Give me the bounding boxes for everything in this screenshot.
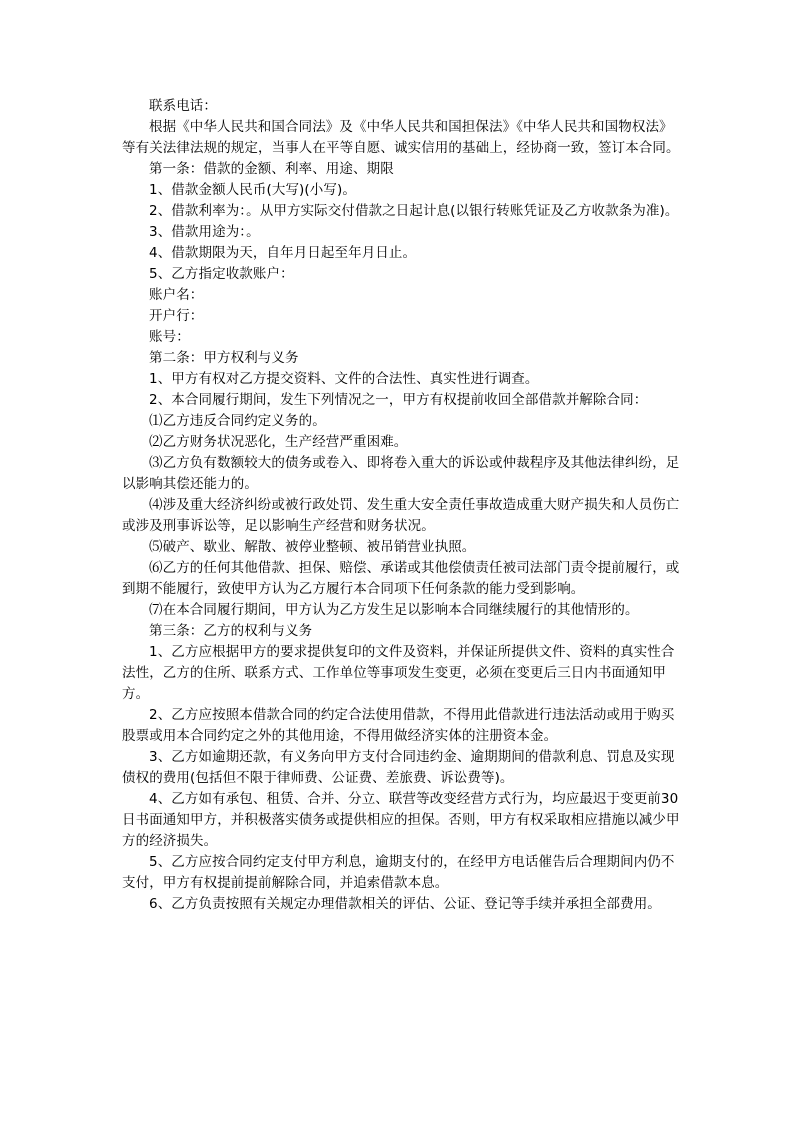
article-two-item-1: 1、甲方有权对乙方提交资料、文件的合法性、真实性进行调查。 bbox=[149, 371, 539, 387]
article-one-item-2: 2、借款利率为：。从甲方实际交付借款之日起计息(以银行转账凭证及乙方收款条为准)。 bbox=[149, 203, 679, 219]
preamble-paragraph: 根据《中华人民共和国合同法》及《中华人民共和国担保法》《中华人民共和国物权法》等有关法律法规的规定，当事人在平等自愿、诚实信用的基础上，经协商一致，签订本合同。 bbox=[122, 119, 680, 156]
account-name-line: 账户名： bbox=[149, 287, 204, 303]
article-three-item-4: 4、乙方如有承包、租赁、合并、分立、联营等改变经营方式行为，均应最迟于变更前30日书面通知甲方，并积极落实债务或提供相应的担保。否则，甲方有权采取相应措施以减少甲方的经济损失。 bbox=[122, 791, 680, 849]
contract-body bbox=[122, 96, 684, 915]
bank-line: 开户行： bbox=[149, 308, 204, 324]
article-three-heading: 第三条：乙方的权利与义务 bbox=[149, 623, 313, 639]
article-two-sub-3: ⑶乙方负有数额较大的债务或卷入、即将卷入重大的诉讼或仲裁程序及其他法律纠纷，足以影响其偿还能力的。 bbox=[122, 455, 680, 492]
contact-phone-line: 联系电话： bbox=[149, 98, 217, 114]
article-three-item-2: 2、乙方应按照本借款合同的约定合法使用借款，不得用此借款进行违法活动或用于购买股票或用本合同约定之外的其他用途，不得用做经济实体的注册资本金。 bbox=[122, 707, 675, 744]
article-two-heading: 第二条：甲方权利与义务 bbox=[149, 350, 299, 366]
article-two-sub-4: ⑷涉及重大经济纠纷或被行政处罚、发生重大安全责任事故造成重大财产损失和人员伤亡或涉及刑事诉讼等，足以影响生产经营和财务状况。 bbox=[122, 497, 680, 534]
article-two-sub-7: ⑺在本合同履行期间，甲方认为乙方发生足以影响本合同继续履行的其他情形的。 bbox=[149, 602, 639, 618]
article-two-sub-1: ⑴乙方违反合同约定义务的。 bbox=[149, 413, 326, 429]
article-three-item-6: 6、乙方负责按照有关规定办理借款相关的评估、公证、登记等手续并承担全部费用。 bbox=[149, 896, 661, 912]
account-number-line: 账号： bbox=[149, 329, 190, 345]
article-two-sub-6: ⑹乙方的任何其他借款、担保、赔偿、承诺或其他偿债责任被司法部门责令提前履行，或到期不能履行，致使甲方认为乙方履行本合同项下任何条款的能力受到影响。 bbox=[122, 560, 680, 597]
article-two-item-2: 2、本合同履行期间，发生下列情况之一，甲方有权提前收回全部借款并解除合同： bbox=[149, 392, 648, 408]
article-three-item-3: 3、乙方如逾期还款，有义务向甲方支付合同违约金、逾期期间的借款利息、罚息及实现债权的费用(包括但不限于律师费、公证费、差旅费、诉讼费等)。 bbox=[122, 749, 675, 786]
article-two-sub-5: ⑸破产、歇业、解散、被停业整顿、被吊销营业执照。 bbox=[149, 539, 476, 555]
article-three-item-5: 5、乙方应按合同约定支付甲方利息，逾期支付的，在经甲方电话催告后合理期间内仍不支付，甲方有权提前提前解除合同，并追索借款本息。 bbox=[122, 854, 675, 891]
article-one-heading: 第一条：借款的金额、利率、用途、期限 bbox=[149, 161, 394, 177]
article-one-item-5: 5、乙方指定收款账户： bbox=[149, 266, 294, 282]
article-two-sub-2: ⑵乙方财务状况恶化，生产经营严重困难。 bbox=[149, 434, 408, 450]
article-one-item-3: 3、借款用途为：。 bbox=[149, 224, 260, 240]
article-three-item-1: 1、乙方应根据甲方的要求提供复印的文件及资料，并保证所提供文件、资料的真实性合法性，乙方的住所、联系方式、工作单位等事项发生变更，必须在变更后三日内书面通知甲方。 bbox=[122, 644, 675, 702]
article-one-item-1: 1、借款金额人民币(大写)(小写)。 bbox=[149, 182, 356, 198]
article-one-item-4: 4、借款期限为天，自年月日起至年月日止。 bbox=[149, 245, 417, 261]
